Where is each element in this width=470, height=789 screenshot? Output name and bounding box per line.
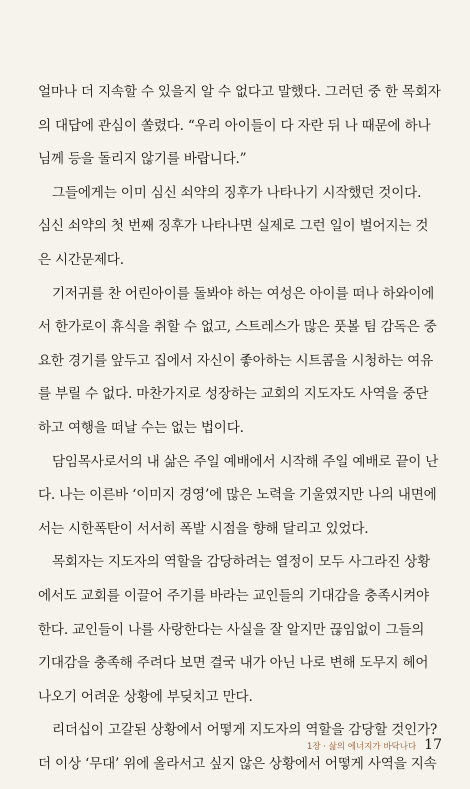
text-line: 한다. 교인들이 나를 사랑한다는 사실을 잘 알지만 끊임없이 그들의 xyxy=(38,621,425,638)
text-line: 요한 경기를 앞두고 집에서 자신이 좋아하는 시트콤을 시청하는 여유 xyxy=(38,352,434,369)
text-line: 나오기 어려운 상황에 부딪치고 만다. xyxy=(38,688,253,705)
text-line: 다. 나는 이른바 ‘이미지 경영’에 많은 노력을 기울였지만 나의 내면에 xyxy=(38,487,437,504)
paragraph-start-line: 그들에게는 이미 심신 쇠약의 징후가 나타나기 시작했던 것이다. xyxy=(52,184,422,201)
text-line: 에서도 교회를 이끌어 주기를 바라는 교인들의 기대감을 충족시켜야 xyxy=(38,587,429,604)
text-line: 더 이상 ‘무대’ 위에 올라서고 싶지 않은 상황에서 어떻게 사역을 지속 xyxy=(38,755,437,772)
page-number: 17 xyxy=(424,737,442,753)
text-line: 를 부릴 수 없다. 마찬가지로 성장하는 교회의 지도자도 사역을 중단 xyxy=(38,386,429,403)
text-line: 기대감을 충족해 주려다 보면 결국 내가 아닌 나로 변해 도무지 헤어 xyxy=(38,655,429,672)
text-line: 심신 쇠약의 첫 번째 징후가 나타나면 실제로 그런 일이 벌어지는 것 xyxy=(38,218,429,235)
text-line: 하고 여행을 떠날 수는 없는 법이다. xyxy=(38,419,244,436)
running-head: 1장 · 삶의 에너지가 바닥나다 xyxy=(306,742,417,752)
paragraph-start-line: 담임목사로서의 내 삶은 주일 예배에서 시작해 주일 예배로 끝이 난 xyxy=(52,453,439,470)
text-line: 서 한가로이 휴식을 취할 수 없고, 스트레스가 많은 풋볼 팀 감독은 중 xyxy=(38,319,437,336)
text-line: 얼마나 더 지속할 수 있을지 알 수 없다고 말했다. 그러던 중 한 목회자 xyxy=(38,84,441,100)
text-line: 서는 시한폭탄이 서서히 폭발 시점을 향해 달리고 있었다. xyxy=(38,520,369,537)
text-line: 님께 등을 돌리지 않기를 바랍니다.” xyxy=(38,151,247,168)
text-line: 은 시간문제다. xyxy=(38,251,124,268)
body-text xyxy=(38,76,448,781)
page-footer xyxy=(307,737,442,753)
paragraph-start-line: 리더십이 고갈된 상황에서 어떻게 지도자의 역할을 감당할 것인가? xyxy=(52,722,438,739)
paragraph-start-line: 기저귀를 찬 어린아이를 돌봐야 하는 여성은 아이를 떠나 하와이에 xyxy=(52,285,435,302)
paragraph-start-line: 목회자는 지도자의 역할을 감당하려는 열정이 모두 사그라진 상황 xyxy=(52,554,430,571)
text-line: 의 대답에 관심이 쏠렸다. “우리 아이들이 다 자란 뒤 나 때문에 하나 xyxy=(38,117,431,134)
